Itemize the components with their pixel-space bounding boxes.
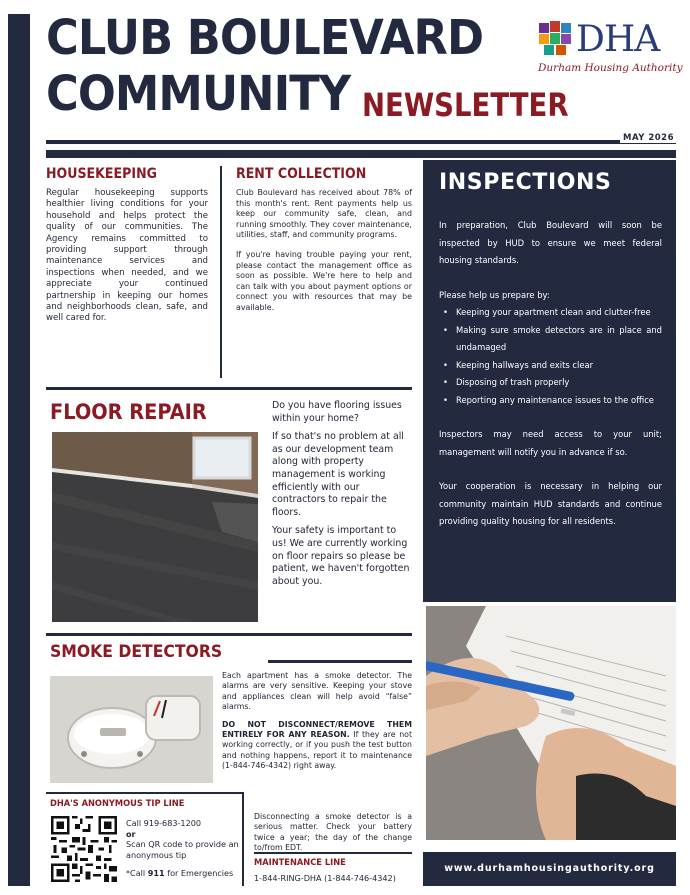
section-rule <box>46 387 412 390</box>
list-item: • Making sure smoke detectors are in place and undamaged <box>443 322 662 357</box>
newsletter-title-line2: COMMUNITY <box>46 66 351 122</box>
smoke-detectors-title: SMOKE DETECTORS <box>50 642 223 662</box>
issue-date: MAY 2026 <box>620 133 677 143</box>
inspections-checklist <box>443 304 662 409</box>
website-url[interactable]: www.durhamhousingauthority.org <box>423 852 676 886</box>
tip-line-emergency: *Call 911 for Emergencies <box>126 868 234 879</box>
qr-code-icon[interactable] <box>51 816 117 882</box>
smoke-detector-image <box>50 676 213 783</box>
smoke-detectors-warning: DO NOT DISCONNECT/REMOVE THEM ENTIRELY FOR ANY REASON. <box>222 719 412 740</box>
tip-line-phone[interactable]: Call 919-683-1200 <box>126 818 202 828</box>
floor-repair-paragraph-2: If so that's no problem at all as our development team along with property management is working efficiently with our contractors to repair the floors. <box>272 431 404 518</box>
smoke-detectors-paragraph-3: Disconnecting a smoke detector is a serious matter. Check your battery twice a year; the day of the change to/from EDT. <box>254 812 412 853</box>
floor-repair-paragraph-1: Do you have flooring issues within your home? <box>272 400 402 424</box>
section-rule <box>254 852 412 854</box>
section-rule <box>268 660 412 663</box>
dha-logo <box>536 19 683 80</box>
tip-line-or: or <box>126 828 136 839</box>
list-item: • Disposing of trash properly <box>443 374 662 392</box>
smoke-detectors-warning-detail: If they are not working correctly, or if you push the test button and nothing happens, report it to maintenance (1-844-746-4342) right away. <box>222 730 413 771</box>
floor-repair-paragraph-3: Your safety is important to us! We are currently working on floor repairs so please be patient, we haven't forgotten about you. <box>272 525 410 587</box>
dha-logo-subtitle: Durham Housing Authority <box>538 62 683 74</box>
maintenance-line-title: MAINTENANCE LINE <box>254 858 346 868</box>
rent-collection-paragraph-1: Club Boulevard has received about 78% of this month's rent. Rent payments help us keep our community safe, clean, and running smoothly. They cover maintenance, utilities, staff, and community programs. <box>236 188 412 240</box>
smoke-detectors-paragraph-1: Each apartment has a smoke detector. The alarms are very sensitive. Keeping your stove and appliances clean will help avoid “false” alarms. <box>222 671 412 712</box>
list-item: • Keeping your apartment clean and clutter-free <box>443 304 662 322</box>
inspections-panel <box>423 160 676 602</box>
signing-document-photo <box>426 606 676 840</box>
smoke-detectors-paragraph-2 <box>222 720 412 772</box>
floor-repair-title: FLOOR REPAIR <box>50 400 207 424</box>
housekeeping-section <box>46 166 208 325</box>
dha-logo-text: DHA <box>576 19 660 60</box>
inspections-access-note: Inspectors may need access to your unit; management will notify you in advance if so. <box>439 429 662 457</box>
empty-room-floor-image <box>52 432 258 622</box>
newsletter-title-word: NEWSLETTER <box>362 86 569 124</box>
section-rule <box>46 633 412 636</box>
smoke-detector-photo <box>50 676 213 783</box>
inspections-title: INSPECTIONS <box>439 170 612 195</box>
maintenance-line-number[interactable]: 1-844-RING-DHA (1-844-746-4342) <box>254 873 396 883</box>
inspections-prep-label: Please help us prepare by: <box>439 289 550 300</box>
column-divider <box>220 166 222 378</box>
rent-collection-title: RENT COLLECTION <box>236 166 367 182</box>
housekeeping-title: HOUSEKEEPING <box>46 166 157 182</box>
header-rule-thick <box>46 150 676 158</box>
rent-collection-paragraph-2: If you're having trouble paying your rent, please contact the management office as soon as possible. We're here to help and can talk with you about payment options or connect you with resources that may be available. <box>236 249 412 312</box>
housekeeping-body: Regular housekeeping supports healthier living conditions for your household and helps protect the quality of our communities. The Agency remains committed to providing support through maintenance services and inspections when needed, and we appreciate your continued partnership in keeping our homes and neighborhoods clean, safe, and well cared for. <box>46 188 208 324</box>
floor-repair-text <box>272 400 412 588</box>
newsletter-title-line1: CLUB BOULEVARD <box>46 10 484 66</box>
hand-writing-image <box>426 606 676 840</box>
inspections-closing: Your cooperation is necessary in helping our community maintain HUD standards and continue providing quality housing for all residents. <box>439 481 662 526</box>
tip-line-scan-instruction: Scan QR code to provide an anonymous tip <box>126 839 239 860</box>
dha-logo-mark-icon <box>536 20 574 58</box>
floor-repair-photo <box>52 432 258 622</box>
list-item: • Keeping hallways and exits clear <box>443 357 662 375</box>
tip-line-title: DHA'S ANONYMOUS TIP LINE <box>50 799 185 809</box>
smoke-detectors-text <box>222 671 412 772</box>
tip-line-details <box>126 818 244 879</box>
left-accent-bar <box>8 14 30 886</box>
list-item: • Reporting any maintenance issues to the office <box>443 392 662 410</box>
inspections-intro: In preparation, Club Boulevard will soon be inspected by HUD to ensure we meet federal housing standards. <box>439 220 662 265</box>
rent-collection-section <box>236 166 412 314</box>
smoke-detectors-header <box>46 642 266 664</box>
header-rule-thin <box>46 140 676 144</box>
emergency-number: 911 <box>147 868 165 879</box>
tip-line-box <box>46 792 244 886</box>
